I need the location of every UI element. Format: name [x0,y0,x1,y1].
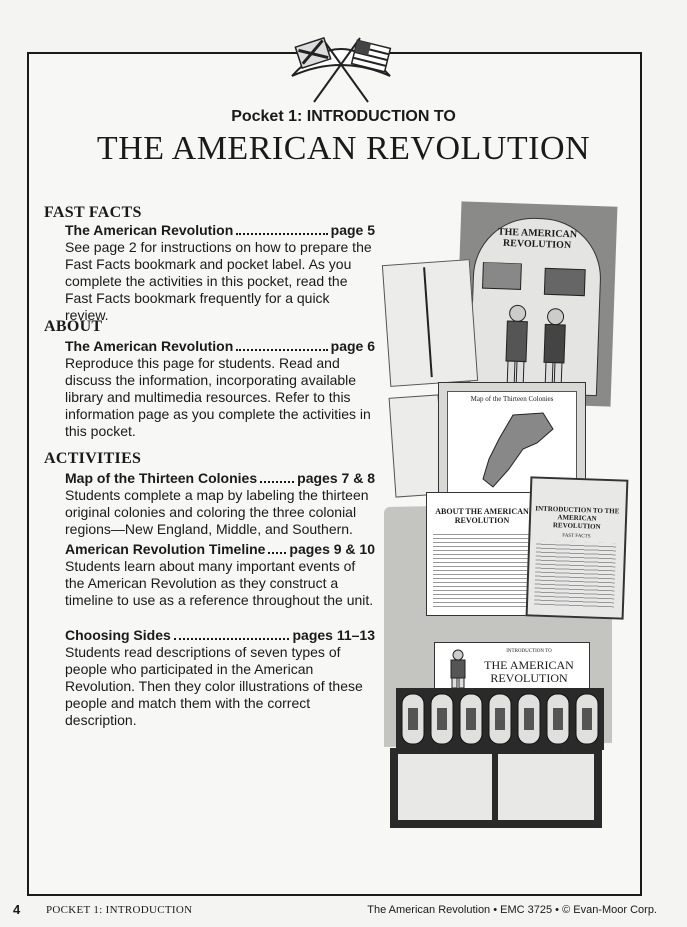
entry-pages: page 6 [330,338,375,354]
section-heading-about: ABOUT [44,318,103,335]
fast-facts-sheet [526,476,629,619]
entry-body: Reproduce this page for students. Read and discuss the information, incorporating available library and multimedia resources. Refer to this information page as you complete the activities in this pocket. [65,355,371,439]
choosing-sides-cards [390,748,602,828]
soldier-figures-icon [400,692,600,746]
entry-title: Choosing Sides [65,627,171,643]
page-title: THE AMERICAN REVOLUTION [96,130,591,167]
entry-title: The American Revolution [65,222,234,238]
entry-body: Students read descriptions of seven types of people who participated in the American Revolution. Then they color illustrations of these people and match them with the correct description. [65,644,363,728]
entry-title: American Revolution Timeline [65,541,266,557]
fast-facts-sheet-sub: FAST FACTS [562,533,591,540]
entry-fast-facts [65,222,375,324]
footer-section: POCKET 1: INTRODUCTION [46,904,193,916]
entry-title: The American Revolution [65,338,234,354]
timeline-strip [382,259,478,387]
section-heading-activities: ACTIVITIES [44,450,142,467]
page-number: 4 [13,902,21,917]
entry-timeline [65,541,375,609]
timeline-strip-lower [389,394,446,497]
entry-body: Students learn about many important events of the American Revolution as they construct a timeline to use as a reference throughout the unit. [65,558,374,608]
entry-body: Students complete a map by labeling the thirteen original colonies and coloring the three colonial regions—New England, Middle, and Southern. [65,487,369,537]
footer-copyright: The American Revolution • EMC 3725 • © Evan-Moor Corp. [367,904,657,916]
entry-about [65,338,375,440]
entry-pages: pages 7 & 8 [297,470,375,486]
about-sheet-title: ABOUT THE AMERICAN REVOLUTION [435,507,529,525]
poster [455,201,618,406]
poster-title: THE AMERICAN REVOLUTION [497,226,578,252]
crossed-flags-icon [282,24,400,108]
entry-choosing-sides [65,627,375,729]
pocket-label [434,642,590,694]
pocket-kicker: Pocket 1: INTRODUCTION TO [231,108,456,125]
entry-pages: page 5 [330,222,375,238]
about-sheet [426,492,538,616]
pocket-label-title: THE AMERICAN REVOLUTION [484,658,574,685]
entry-pages: pages 11–13 [292,627,375,643]
entry-body: See page 2 for instructions on how to prepare the Fast Facts bookmark and pocket label. As you complete the activities in this pocket, read the Fast Facts bookmark frequently for a quick review. [65,239,372,323]
entry-title: Map of the Thirteen Colonies [65,470,258,486]
map-title: Map of the Thirteen Colonies [470,395,554,403]
entry-pages: pages 9 & 10 [289,541,375,557]
entry-map [65,470,375,538]
pocket-label-top: INTRODUCTION TO [506,649,552,654]
section-heading-fast-facts: FAST FACTS [44,204,142,221]
fast-facts-sheet-title: INTRODUCTION TO THE AMERICAN REVOLUTION [535,504,620,531]
